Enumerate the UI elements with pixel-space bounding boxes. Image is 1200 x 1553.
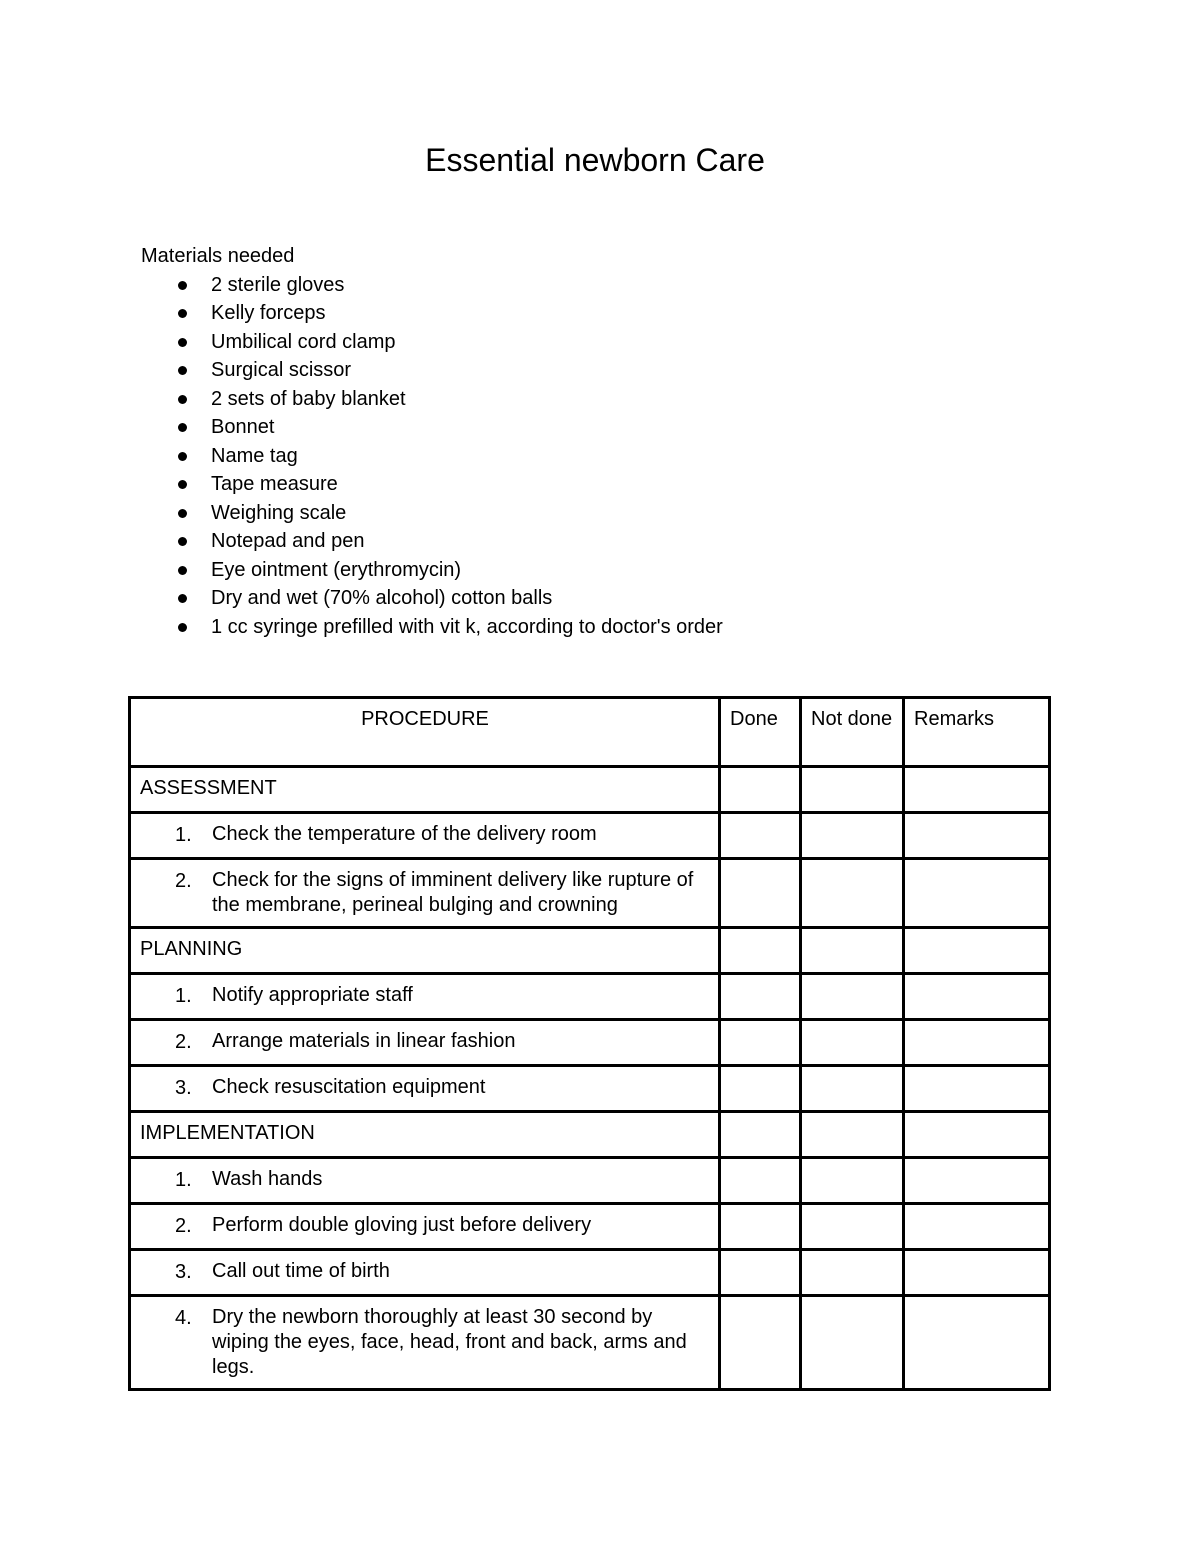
material-label: Name tag <box>211 444 298 467</box>
not-done-cell[interactable] <box>801 1158 904 1204</box>
remarks-cell[interactable] <box>904 1020 1050 1066</box>
step-cell <box>130 1250 720 1296</box>
bullet-icon <box>178 281 187 290</box>
bullet-icon <box>178 594 187 603</box>
header-procedure: PROCEDURE <box>130 698 720 767</box>
bullet-icon <box>178 509 187 518</box>
not-done-cell[interactable] <box>801 1020 904 1066</box>
done-cell[interactable] <box>720 1020 801 1066</box>
materials-heading: Materials needed <box>141 245 295 267</box>
material-item <box>141 271 723 300</box>
material-item <box>141 299 723 328</box>
step-number: 1. <box>175 1169 192 1191</box>
not-done-cell[interactable] <box>801 928 904 974</box>
not-done-cell[interactable] <box>801 1296 904 1390</box>
done-cell[interactable] <box>720 1066 801 1112</box>
bullet-icon <box>178 452 187 461</box>
done-cell[interactable] <box>720 859 801 928</box>
step-number: 2. <box>175 1031 192 1053</box>
remarks-cell[interactable] <box>904 974 1050 1020</box>
table-row <box>130 1250 1050 1296</box>
material-label: Notepad and pen <box>211 530 365 552</box>
bullet-icon <box>178 395 187 404</box>
step-text: Perform double gloving just before delivery <box>212 1214 592 1236</box>
section-row-assessment <box>130 767 1050 813</box>
done-cell[interactable] <box>720 1204 801 1250</box>
remarks-cell[interactable] <box>904 859 1050 928</box>
header-done: Done <box>720 698 801 767</box>
header-not-done: Not done <box>801 698 904 767</box>
material-label: 1 cc syringe prefilled with vit k, according to doctor's order <box>211 615 723 638</box>
step-cell <box>130 1066 720 1112</box>
done-cell[interactable] <box>720 1250 801 1296</box>
material-label: Weighing scale <box>211 501 347 524</box>
table-header-row <box>130 698 1050 767</box>
not-done-cell[interactable] <box>801 859 904 928</box>
table-row <box>130 1296 1050 1390</box>
material-label: Kelly forceps <box>211 302 326 324</box>
material-label: 2 sterile gloves <box>211 273 345 296</box>
bullet-icon <box>178 566 187 575</box>
not-done-cell[interactable] <box>801 974 904 1020</box>
done-cell[interactable] <box>720 813 801 859</box>
step-number: 2. <box>175 870 192 892</box>
material-item <box>141 442 723 471</box>
step-cell <box>130 1158 720 1204</box>
done-cell[interactable] <box>720 767 801 813</box>
materials-section <box>141 242 723 641</box>
materials-list <box>141 271 723 642</box>
material-item <box>141 385 723 414</box>
table-row <box>130 1204 1050 1250</box>
step-cell <box>130 1204 720 1250</box>
table-row <box>130 1020 1050 1066</box>
material-label: Tape measure <box>211 473 338 495</box>
material-label: Umbilical cord clamp <box>211 330 396 353</box>
material-item <box>141 613 723 642</box>
remarks-cell[interactable] <box>904 1204 1050 1250</box>
done-cell[interactable] <box>720 1158 801 1204</box>
material-item <box>141 499 723 528</box>
not-done-cell[interactable] <box>801 1204 904 1250</box>
material-label: Bonnet <box>211 416 275 438</box>
step-number: 3. <box>175 1077 192 1099</box>
bullet-icon <box>178 423 187 432</box>
step-number: 1. <box>175 824 192 846</box>
step-text: Call out time of birth <box>212 1260 390 1282</box>
table-row <box>130 1066 1050 1112</box>
table-row <box>130 813 1050 859</box>
bullet-icon <box>178 338 187 347</box>
material-label: Surgical scissor <box>211 359 352 381</box>
done-cell[interactable] <box>720 928 801 974</box>
done-cell[interactable] <box>720 974 801 1020</box>
step-text: Arrange materials in linear fashion <box>212 1030 516 1052</box>
remarks-cell[interactable] <box>904 1112 1050 1158</box>
remarks-cell[interactable] <box>904 813 1050 859</box>
step-text: Check for the signs of imminent delivery like rupture of the membrane, perineal bulging and crowning <box>212 869 694 916</box>
procedure-checklist-table <box>128 696 1051 1391</box>
bullet-icon <box>178 309 187 318</box>
header-remarks: Remarks <box>904 698 1050 767</box>
not-done-cell[interactable] <box>801 1112 904 1158</box>
material-item <box>141 470 723 499</box>
step-number: 2. <box>175 1215 192 1237</box>
step-number: 1. <box>175 985 192 1007</box>
material-label: 2 sets of baby blanket <box>211 387 406 410</box>
material-item <box>141 527 723 556</box>
not-done-cell[interactable] <box>801 1250 904 1296</box>
remarks-cell[interactable] <box>904 767 1050 813</box>
step-cell <box>130 813 720 859</box>
material-item <box>141 584 723 613</box>
section-title: IMPLEMENTATION <box>130 1112 720 1158</box>
table-row <box>130 1158 1050 1204</box>
table-row <box>130 859 1050 928</box>
material-item <box>141 328 723 357</box>
remarks-cell[interactable] <box>904 928 1050 974</box>
step-text: Check the temperature of the delivery room <box>212 823 597 845</box>
step-cell <box>130 1020 720 1066</box>
done-cell[interactable] <box>720 1112 801 1158</box>
section-row-implementation <box>130 1112 1050 1158</box>
section-title: ASSESSMENT <box>130 767 720 813</box>
remarks-cell[interactable] <box>904 1066 1050 1112</box>
material-label: Dry and wet (70% alcohol) cotton balls <box>211 587 553 609</box>
table-row <box>130 974 1050 1020</box>
step-text: Wash hands <box>212 1168 323 1190</box>
section-title: PLANNING <box>130 928 720 974</box>
remarks-cell[interactable] <box>904 1250 1050 1296</box>
step-text: Dry the newborn thoroughly at least 30 second by wiping the eyes, face, head, front and back, arms and legs. <box>212 1306 687 1378</box>
bullet-icon <box>178 623 187 632</box>
step-number: 4. <box>175 1307 192 1329</box>
material-item <box>141 556 723 585</box>
step-cell <box>130 1296 720 1390</box>
step-cell <box>130 974 720 1020</box>
material-item <box>141 356 723 385</box>
remarks-cell[interactable] <box>904 1158 1050 1204</box>
page-title: Essential newborn Care <box>425 142 765 178</box>
section-row-planning <box>130 928 1050 974</box>
remarks-cell[interactable] <box>904 1296 1050 1390</box>
done-cell[interactable] <box>720 1296 801 1390</box>
material-label: Eye ointment (erythromycin) <box>211 558 462 581</box>
not-done-cell[interactable] <box>801 813 904 859</box>
step-cell <box>130 859 720 928</box>
bullet-icon <box>178 366 187 375</box>
step-text: Check resuscitation equipment <box>212 1076 486 1098</box>
not-done-cell[interactable] <box>801 1066 904 1112</box>
bullet-icon <box>178 537 187 546</box>
bullet-icon <box>178 480 187 489</box>
step-text: Notify appropriate staff <box>212 984 413 1006</box>
not-done-cell[interactable] <box>801 767 904 813</box>
step-number: 3. <box>175 1261 192 1283</box>
material-item <box>141 413 723 442</box>
